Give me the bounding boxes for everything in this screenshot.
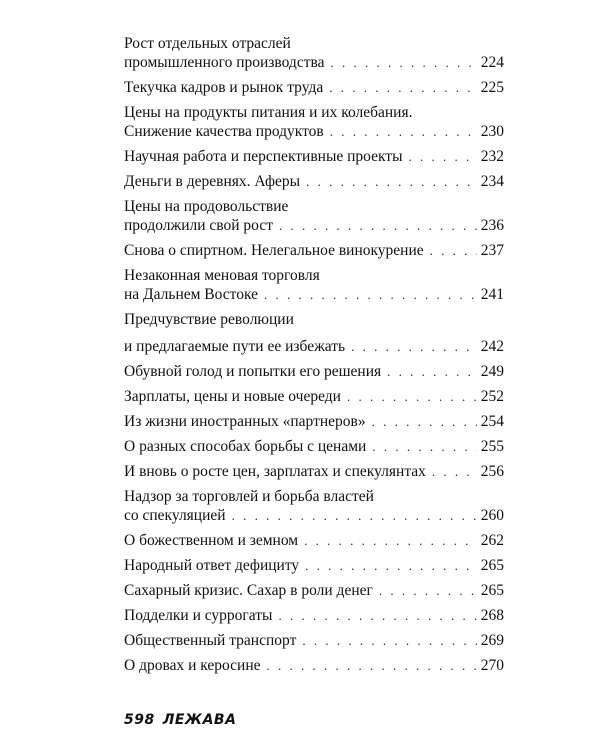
toc-entry-title-line: продолжили свой рост: [124, 217, 273, 234]
toc-entry[interactable]: [124, 241, 504, 260]
toc-entry-title-line: со спекуляцией: [124, 507, 226, 524]
toc-page-number: 255: [480, 438, 504, 455]
toc-entry[interactable]: [124, 34, 504, 72]
toc-page-number: 256: [480, 463, 504, 480]
toc-entry-title-line: Из жизни иностранных «партнеров»: [124, 413, 366, 430]
dot-leader: [232, 506, 477, 525]
toc-page-number: 268: [480, 607, 504, 624]
dot-leader: [347, 387, 477, 406]
toc-entry-title-line: О божественном и земном: [124, 532, 299, 549]
table-of-contents: [124, 34, 504, 681]
dot-leader: [372, 437, 476, 456]
dot-leader: [372, 412, 477, 431]
toc-entry-title-line: Цены на продовольствие: [124, 198, 289, 215]
dot-leader: [330, 53, 476, 72]
toc-entry[interactable]: [124, 531, 504, 550]
dot-leader: [379, 581, 477, 600]
toc-entry[interactable]: [124, 487, 504, 525]
toc-entry-title-line: Научная работа и перспективные проекты: [124, 148, 403, 165]
toc-page-number: 234: [480, 173, 504, 190]
toc-entry-title-line: Снижение качества продуктов: [124, 123, 324, 140]
toc-entry-title-line: Текучка кадров и рынок труда: [124, 79, 324, 96]
toc-page-number: 236: [480, 217, 504, 234]
toc-entry-title-line: Незаконная меновая торговля: [124, 267, 320, 284]
dot-leader: [279, 216, 477, 235]
page-footer: [124, 712, 236, 728]
dot-leader: [305, 556, 477, 575]
dot-leader: [351, 337, 477, 356]
toc-entry-title-line: Народный ответ дефициту: [124, 557, 300, 574]
dot-leader: [330, 122, 477, 141]
toc-entry-title-line: О разных способах борьбы с ценами: [124, 438, 367, 455]
toc-entry[interactable]: [124, 412, 504, 431]
dot-leader: [302, 631, 476, 650]
toc-entry-title-line: Надзор за торговлей и борьба властей: [124, 488, 374, 505]
toc-entry-title-line: Общественный транспорт: [124, 632, 297, 649]
toc-page-number: 242: [480, 338, 504, 355]
author-name: ЛЕЖАВА: [162, 712, 237, 728]
dot-leader: [409, 147, 477, 166]
toc-page-number: 225: [480, 79, 504, 96]
toc-entry[interactable]: [124, 78, 504, 97]
toc-page-number: 237: [480, 242, 504, 259]
toc-page-number: 232: [480, 148, 504, 165]
toc-page-number: 269: [480, 632, 504, 649]
toc-page-number: 254: [480, 413, 504, 430]
toc-entry-title-line: Подделки и суррогаты: [124, 607, 273, 624]
toc-entry-title-line: О дровах и керосине: [124, 657, 261, 674]
dot-leader: [264, 285, 477, 304]
toc-entry[interactable]: [124, 631, 504, 650]
toc-entry-title-line: промышленного производства: [124, 54, 325, 71]
toc-entry[interactable]: [124, 103, 504, 141]
dot-leader: [278, 606, 476, 625]
toc-page-number: 262: [480, 532, 504, 549]
toc-page-number: 249: [480, 363, 504, 380]
toc-entry[interactable]: [124, 310, 504, 356]
toc-page-number: 260: [480, 507, 504, 524]
toc-entry-title-line: И вновь о росте цен, зарплатах и спекулянтах: [124, 463, 426, 480]
dot-leader: [430, 241, 477, 260]
toc-entry-title-line: Обувной голод и попытки его решения: [124, 363, 382, 380]
toc-entry[interactable]: [124, 197, 504, 235]
dot-leader: [304, 531, 477, 550]
toc-page-number: 252: [480, 388, 504, 405]
toc-page-number: 224: [480, 54, 504, 71]
page-number: 598: [124, 712, 155, 728]
dot-leader: [329, 78, 476, 97]
toc-entry[interactable]: [124, 362, 504, 381]
toc-entry-title-line: и предлагаемые пути ее избежать: [124, 338, 346, 355]
toc-entry[interactable]: [124, 462, 504, 481]
toc-entry-title-line: Предчувствие революции: [124, 311, 294, 328]
toc-page-number: 241: [480, 286, 504, 303]
toc-entry[interactable]: [124, 606, 504, 625]
dot-leader: [432, 462, 477, 481]
toc-entry[interactable]: [124, 266, 504, 304]
toc-entry[interactable]: [124, 172, 504, 191]
toc-entry[interactable]: [124, 656, 504, 675]
toc-page-number: 265: [480, 557, 504, 574]
toc-entry-title-line: Зарплаты, цены и новые очереди: [124, 388, 341, 405]
toc-entry-title-line: Деньги в деревнях. Аферы: [124, 173, 301, 190]
toc-entry-title-line: Цены на продукты питания и их колебания.: [124, 104, 413, 121]
dot-leader: [387, 362, 477, 381]
toc-entry[interactable]: [124, 387, 504, 406]
dot-leader: [306, 172, 477, 191]
toc-entry-title-line: на Дальнем Востоке: [124, 286, 258, 303]
toc-page-number: 270: [480, 657, 504, 674]
toc-page-number: 230: [480, 123, 504, 140]
toc-entry[interactable]: [124, 437, 504, 456]
toc-page-number: 265: [480, 582, 504, 599]
dot-leader: [267, 656, 477, 675]
toc-entry[interactable]: [124, 147, 504, 166]
toc-entry[interactable]: [124, 581, 504, 600]
toc-entry-title-line: Рост отдельных отраслей: [124, 35, 291, 52]
toc-entry-title-line: Снова о спиртном. Нелегальное винокурение: [124, 242, 424, 259]
toc-entry[interactable]: [124, 556, 504, 575]
toc-entry-title-line: Сахарный кризис. Сахар в роли денег: [124, 582, 373, 599]
